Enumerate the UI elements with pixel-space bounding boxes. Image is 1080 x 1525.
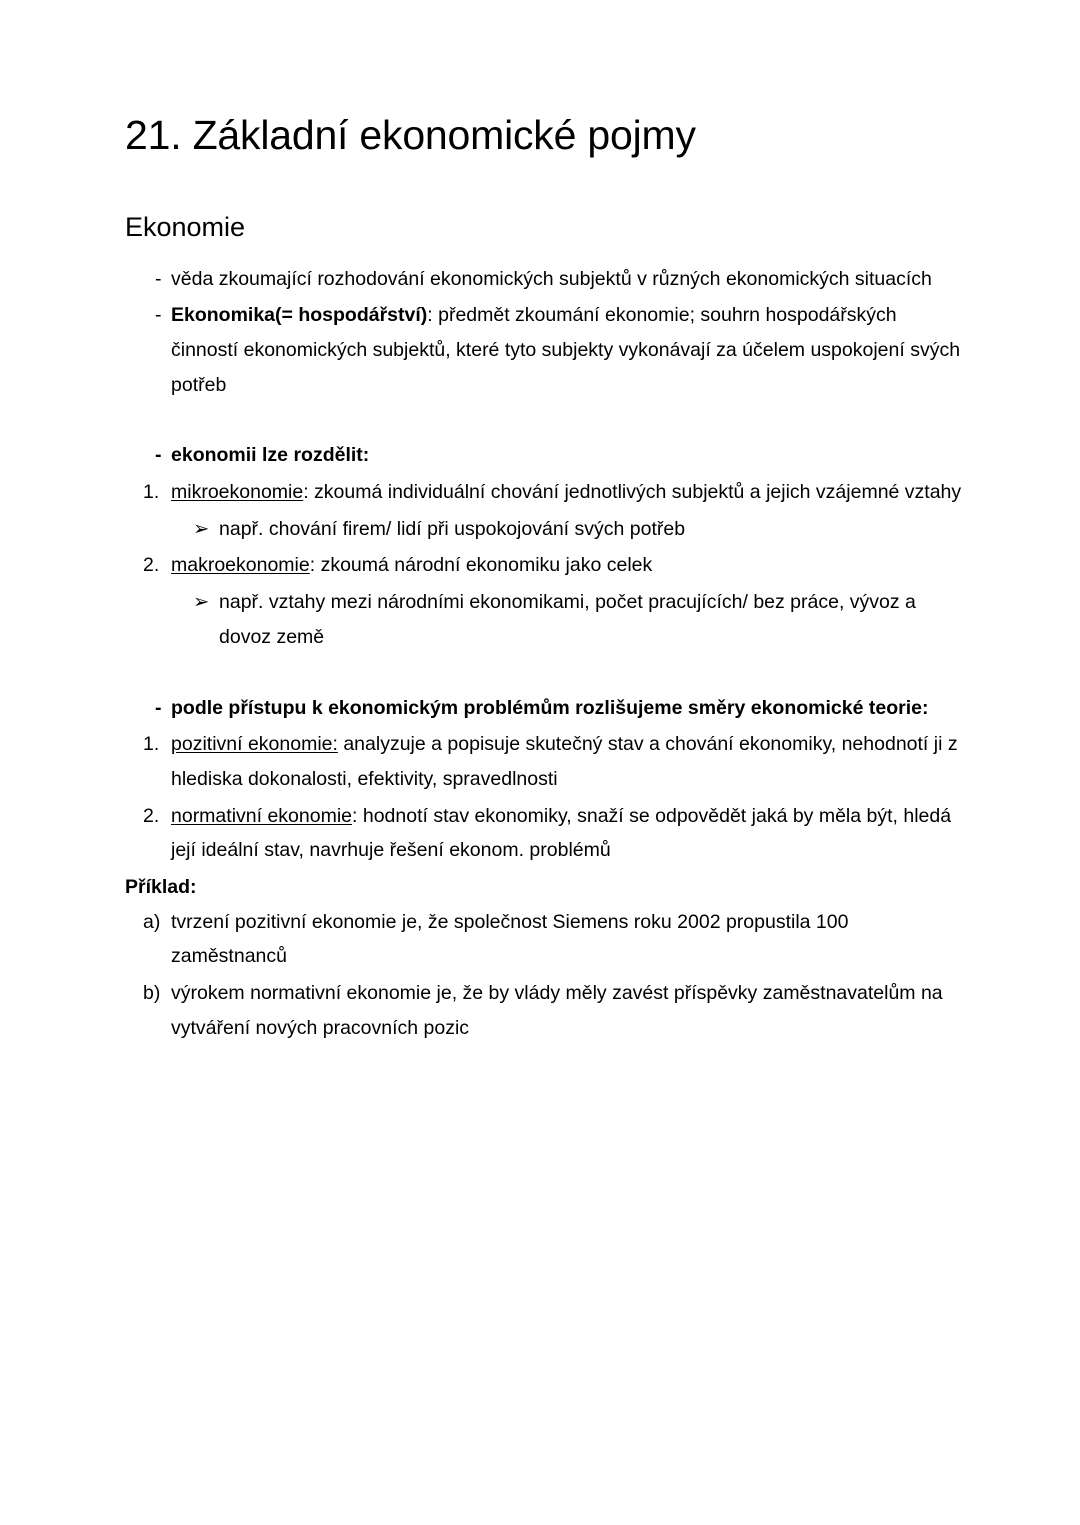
block-spacer [125, 404, 962, 438]
list-marker: - [155, 444, 162, 467]
list-item [125, 475, 962, 510]
list-marker: - [155, 304, 162, 327]
list-item-text: např. chování firem/ lidí při uspokojování svých potřeb [219, 517, 686, 540]
list-item-text: věda zkoumající rozhodování ekonomických subjektů v různých ekonomických situacích [171, 267, 932, 290]
list-item-text [171, 727, 962, 796]
list-item [125, 298, 962, 402]
list-item [125, 585, 962, 654]
list-item-text: ekonomii lze rozdělit: [171, 444, 370, 467]
list-item [125, 262, 962, 297]
list-item [125, 512, 962, 547]
list-marker: 2. [143, 804, 160, 827]
list-item-text [171, 799, 962, 868]
example-label: Příklad: [125, 876, 197, 899]
list-item [125, 691, 962, 726]
term-definition: analyzuje a popisuje skutečný stav a chování ekonomiky, nehodnotí ji z hlediska dokonalosti, efektivity, spravedlnosti [171, 733, 958, 790]
list-marker: 1. [143, 733, 160, 756]
term-emphasis: Ekonomika(= hospodářství) [171, 304, 428, 327]
page-title: 21. Základní ekonomické pojmy [125, 112, 696, 158]
example-list [125, 905, 962, 1046]
term-underlined: mikroekonomie [171, 481, 304, 504]
term-definition: : zkoumá národní ekonomiku jako celek [309, 554, 653, 577]
list-item [125, 727, 962, 796]
list-marker: a) [143, 910, 161, 933]
list-marker: 2. [143, 554, 160, 577]
term-underlined: makroekonomie [171, 554, 310, 577]
list-item-text [171, 548, 962, 583]
term-definition: : zkoumá individuální chování jednotlivých subjektů a jejich vzájemné vztahy [303, 481, 962, 504]
list-marker: b) [143, 982, 161, 1005]
list-marker: 1. [143, 481, 160, 504]
section-heading: Ekonomie [125, 212, 246, 243]
block-spacer [125, 657, 962, 691]
list-item-text: tvrzení pozitivní ekonomie je, že společnost Siemens roku 2002 propustila 100 zaměstnanců [171, 910, 849, 968]
list-item-text: např. vztahy mezi národními ekonomikami, počet pracujících/ bez práce, vývoz a dovoz země [219, 591, 916, 648]
list-item [125, 438, 962, 473]
list-item [125, 799, 962, 868]
list-item-text: podle přístupu k ekonomickým problémům rozlišujeme směry ekonomické teorie: [171, 696, 929, 719]
definition-list [125, 262, 962, 869]
term-definition: : hodnotí stav ekonomiky, snaží se odpovědět jaká by měla být, hledá její ideální stav, navrhuje řešení ekonom. problémů [171, 804, 952, 862]
arrow-bullet-icon: ➢ [193, 517, 210, 540]
list-item [125, 548, 962, 583]
list-marker: - [155, 696, 162, 719]
list-item [125, 976, 962, 1045]
list-item-text [171, 475, 962, 510]
list-item-text [171, 298, 962, 402]
term-underlined: normativní ekonomie [171, 804, 353, 827]
list-marker: - [155, 267, 162, 290]
list-item [125, 905, 962, 974]
list-item-text: výrokem normativní ekonomie je, že by vlády měly zavést příspěvky zaměstnavatelům na vytváření nových pracovních pozic [171, 982, 943, 1039]
term-underlined: pozitivní ekonomie: [171, 733, 338, 756]
arrow-bullet-icon: ➢ [193, 591, 210, 614]
term-definition: : předmět zkoumání ekonomie; souhrn hospodářských činností ekonomických subjektů, které tyto subjekty vykonávají za účelem uspokojení svých potřeb [171, 304, 961, 396]
